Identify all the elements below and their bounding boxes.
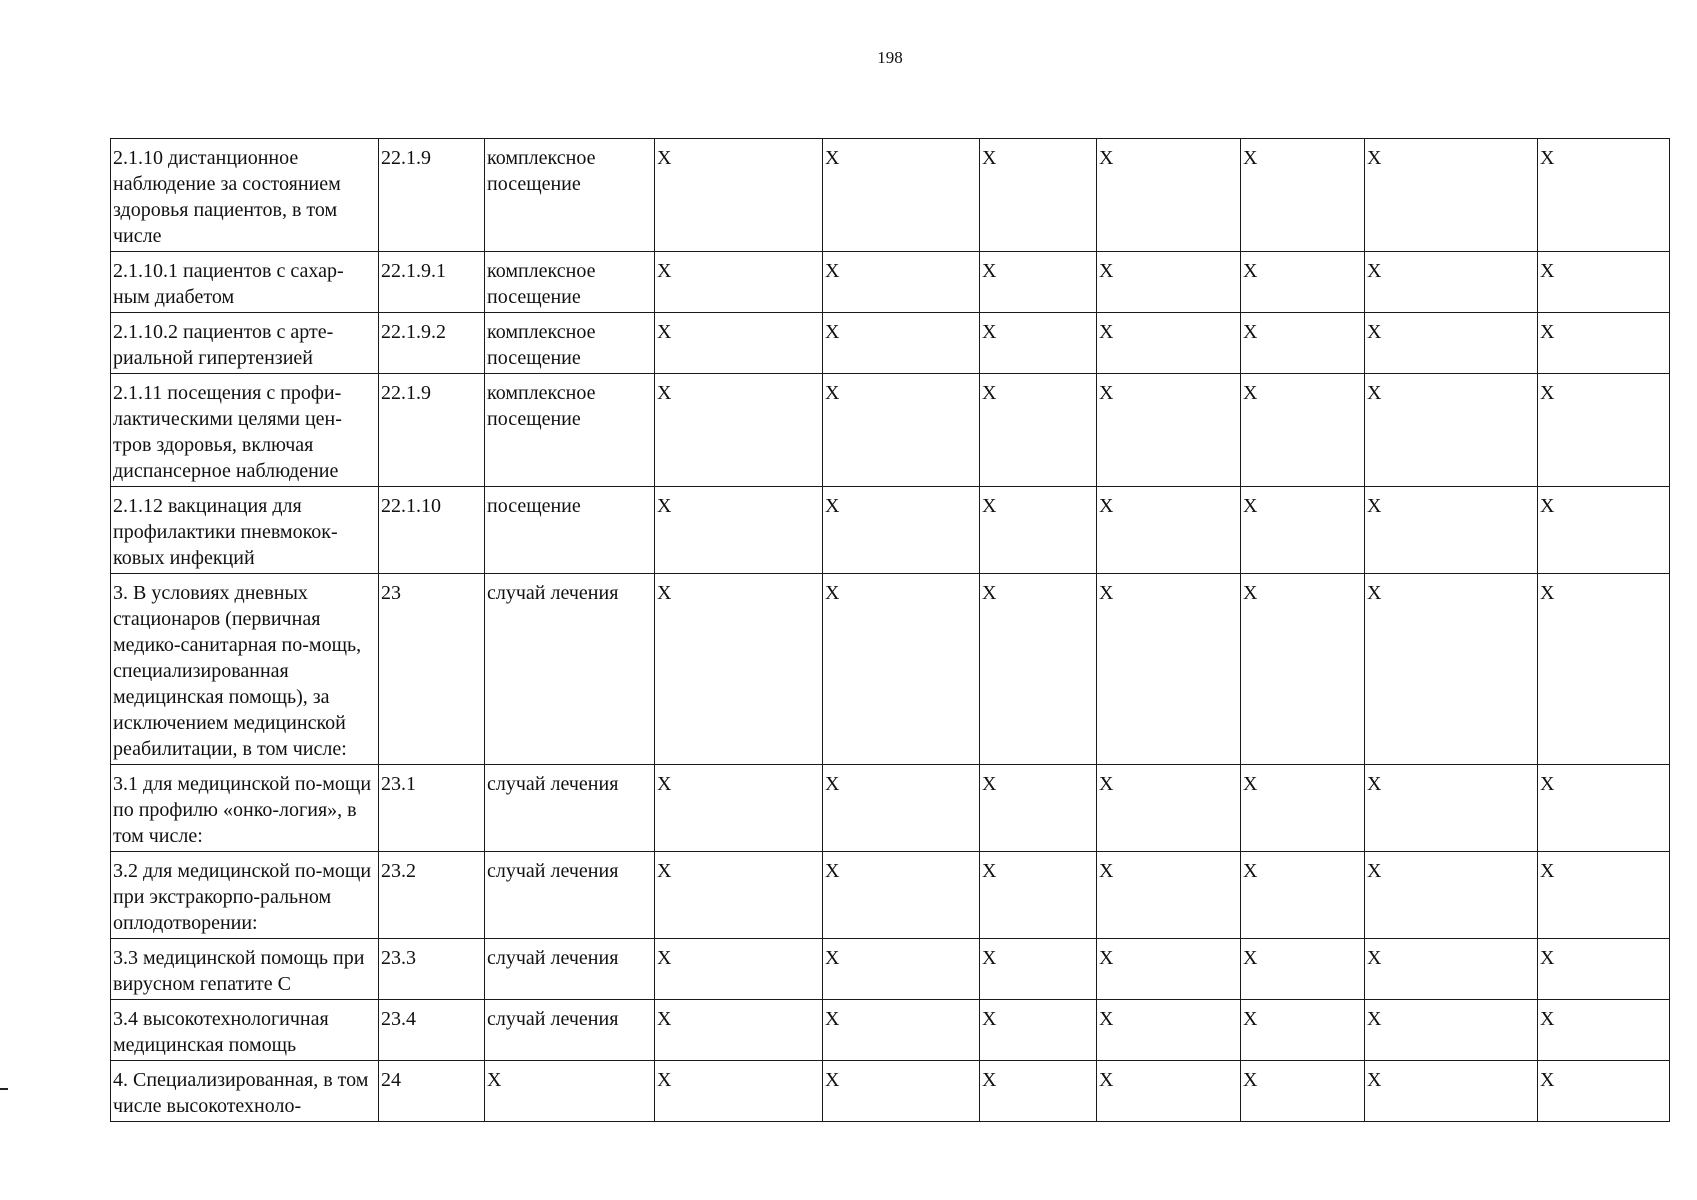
row-name-cell: 4. Специализированная, в том числе высокотехноло- [111,1061,379,1122]
row-unit-cell: случай лечения [485,765,655,852]
row-value-cell: X [1365,313,1538,374]
row-value-cell: X [1538,852,1670,939]
row-value-cell: X [823,1061,980,1122]
row-value-cell: X [1097,374,1241,487]
row-value-cell: X [655,939,823,1000]
row-unit-cell: комплексное посещение [485,139,655,252]
row-value-cell: X [980,313,1097,374]
table-row [111,487,1670,574]
row-value-cell: X [1097,139,1241,252]
page-number: 198 [877,48,903,67]
row-value-cell: X [980,1061,1097,1122]
row-code-cell: 22.1.9.2 [379,313,485,374]
row-value-cell: X [1097,1000,1241,1061]
row-unit-cell: X [485,1061,655,1122]
row-value-cell: X [1241,313,1365,374]
row-value-cell: X [1365,939,1538,1000]
row-name-cell: 3.4 высокотехнологичная медицинская помощь [111,1000,379,1061]
row-name-cell: 2.1.12 вакцинация для профилактики пневмокок-ковых инфекций [111,487,379,574]
row-name-cell: 3.1 для медицинской по-мощи по профилю «онко-логия», в том числе: [111,765,379,852]
row-code-cell: 24 [379,1061,485,1122]
row-value-cell: X [1097,765,1241,852]
row-unit-cell: случай лечения [485,939,655,1000]
row-value-cell: X [1538,1000,1670,1061]
row-code-cell: 22.1.9 [379,139,485,252]
row-value-cell: X [1365,487,1538,574]
row-code-cell: 23.2 [379,852,485,939]
row-unit-cell: случай лечения [485,852,655,939]
row-value-cell: X [655,313,823,374]
row-value-cell: X [1365,374,1538,487]
table-row [111,139,1670,252]
row-unit-cell: комплексное посещение [485,374,655,487]
row-value-cell: X [1538,252,1670,313]
row-unit-cell: комплексное посещение [485,313,655,374]
row-value-cell: X [1241,852,1365,939]
row-value-cell: X [655,574,823,765]
table-row [111,1061,1670,1122]
row-value-cell: X [655,1061,823,1122]
row-value-cell: X [1538,765,1670,852]
row-value-cell: X [1365,139,1538,252]
row-value-cell: X [1365,1061,1538,1122]
row-value-cell: X [655,374,823,487]
table-row [111,313,1670,374]
row-value-cell: X [1365,574,1538,765]
row-name-cell: 3. В условиях дневных стационаров (первичная медико-санитарная по-мощь, специализированная медицинская помощь), за исключением медицинской реабилитации, в том числе: [111,574,379,765]
row-value-cell: X [1538,374,1670,487]
row-value-cell: X [823,852,980,939]
row-value-cell: X [655,1000,823,1061]
row-value-cell: X [823,487,980,574]
row-value-cell: X [823,374,980,487]
row-value-cell: X [823,765,980,852]
row-code-cell: 22.1.9.1 [379,252,485,313]
row-unit-cell: случай лечения [485,1000,655,1061]
row-value-cell: X [1538,1061,1670,1122]
table-body [111,139,1670,1122]
table-row [111,252,1670,313]
row-unit-cell: комплексное посещение [485,252,655,313]
row-value-cell: X [1241,487,1365,574]
row-value-cell: X [1241,1000,1365,1061]
row-value-cell: X [1365,252,1538,313]
row-value-cell: X [980,852,1097,939]
row-value-cell: X [1241,139,1365,252]
row-code-cell: 22.1.9 [379,374,485,487]
row-value-cell: X [1538,313,1670,374]
row-code-cell: 23 [379,574,485,765]
row-value-cell: X [655,852,823,939]
row-value-cell: X [980,374,1097,487]
table-row [111,1000,1670,1061]
row-value-cell: X [823,313,980,374]
row-value-cell: X [1241,252,1365,313]
row-value-cell: X [980,139,1097,252]
row-name-cell: 2.1.10.2 пациентов с арте-риальной гипертензией [111,313,379,374]
row-value-cell: X [1365,852,1538,939]
row-value-cell: X [980,1000,1097,1061]
row-name-cell: 3.3 медицинской помощь при вирусном гепатите С [111,939,379,1000]
row-value-cell: X [655,765,823,852]
table-row [111,374,1670,487]
row-value-cell: X [1097,852,1241,939]
row-code-cell: 23.3 [379,939,485,1000]
row-value-cell: X [980,574,1097,765]
table-row [111,939,1670,1000]
row-value-cell: X [980,487,1097,574]
row-value-cell: X [1241,374,1365,487]
row-value-cell: X [823,139,980,252]
data-table [110,138,1670,1122]
row-name-cell: 2.1.11 посещения с профи-лактическими целями цен-тров здоровья, включая диспансерное наблюдение [111,374,379,487]
table-row [111,574,1670,765]
row-name-cell: 2.1.10.1 пациентов с сахар-ным диабетом [111,252,379,313]
table-row [111,852,1670,939]
row-name-cell: 2.1.10 дистанционное наблюдение за состоянием здоровья пациентов, в том числе [111,139,379,252]
row-value-cell: X [655,252,823,313]
row-value-cell: X [655,487,823,574]
row-value-cell: X [1538,574,1670,765]
row-value-cell: X [1538,487,1670,574]
row-value-cell: X [1097,252,1241,313]
row-name-cell: 3.2 для медицинской по-мощи при экстракорпо-ральном оплодотворении: [111,852,379,939]
row-code-cell: 22.1.10 [379,487,485,574]
row-value-cell: X [1097,1061,1241,1122]
row-value-cell: X [1365,1000,1538,1061]
row-value-cell: X [980,252,1097,313]
row-value-cell: X [980,765,1097,852]
row-value-cell: X [1097,574,1241,765]
row-value-cell: X [1241,1061,1365,1122]
row-value-cell: X [980,939,1097,1000]
row-value-cell: X [655,139,823,252]
row-value-cell: X [1241,574,1365,765]
row-value-cell: X [1241,765,1365,852]
margin-mark [0,1088,8,1090]
row-value-cell: X [823,252,980,313]
row-code-cell: 23.4 [379,1000,485,1061]
row-unit-cell: случай лечения [485,574,655,765]
row-value-cell: X [1538,939,1670,1000]
row-value-cell: X [823,574,980,765]
row-code-cell: 23.1 [379,765,485,852]
table-row [111,765,1670,852]
row-value-cell: X [1097,939,1241,1000]
row-value-cell: X [1241,939,1365,1000]
row-value-cell: X [823,1000,980,1061]
row-value-cell: X [1097,487,1241,574]
row-value-cell: X [1365,765,1538,852]
row-value-cell: X [823,939,980,1000]
row-unit-cell: посещение [485,487,655,574]
row-value-cell: X [1097,313,1241,374]
row-value-cell: X [1538,139,1670,252]
